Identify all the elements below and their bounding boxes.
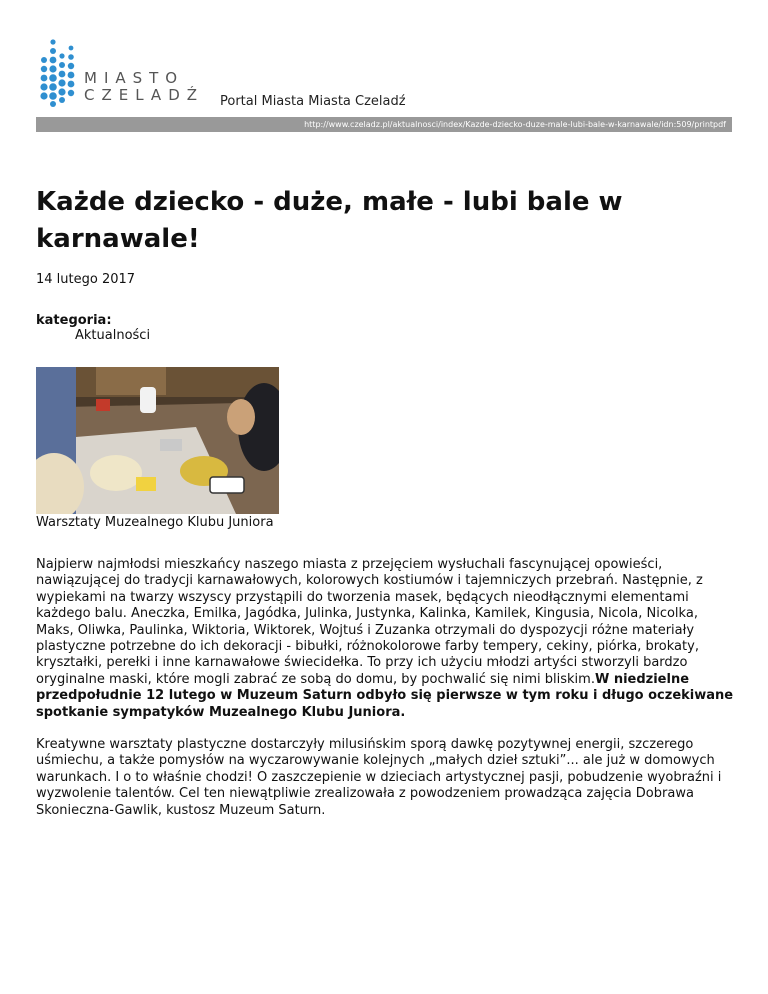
logo-line-2: CZELADŹ bbox=[84, 86, 205, 104]
logo-dots-icon bbox=[40, 39, 74, 107]
article-title: Każde dziecko - duże, małe - lubi bale w karnawale! bbox=[36, 187, 623, 254]
url-bar bbox=[36, 117, 732, 132]
paragraph-1-bold: W niedzielne przedpołudnie 12 lutego w Muzeum Saturn odbyło się pierwsze w tym roku i długo oczekiwane spotkanie sympatyków Muzealnego Klubu Juniora. bbox=[36, 671, 734, 720]
workshop-photo bbox=[36, 367, 279, 514]
category-value[interactable]: Aktualności bbox=[75, 328, 151, 343]
category-label: kategoria: bbox=[36, 313, 112, 328]
article-date: 14 lutego 2017 bbox=[36, 272, 136, 287]
logo-wordmark bbox=[84, 70, 204, 104]
paragraph-1-text: Najpierw najmłodsi mieszkańcy naszego miasta z przejęciem wysłuchali fascynującej opowieści, nawiązującej do tradycji karnawałowych, kolorowych kostiumów i tajemniczych przebrań. Następnie, z wypiekami na twarzy wszyscy przystąpili do tworzenia masek, będących nieodłącznymi elementami każdego balu. Aneczka, Emilka, Jagódka, Julinka, Justynka, Kalinka, Kamilek, Kingusia, Nicola, Nicolka, Maks, Oliwka, Paulinka, Wiktoria, Wiktorek, Wojtuś i Zuzanka otrzymali do dyspozycji różne materiały plastyczne potrzebne do ich dekoracji - bibułki, różnokolorowe farby tempery, cekiny, piórka, brokaty, kryształki, perełki i inne karnawałowe świecidełka. To przy ich użyciu młodzi artyści stworzyli bardzo oryginalne maski, które mogli zabrać ze sobą do domu, by pochwalić się nimi bliskim. bbox=[36, 557, 703, 687]
photo-caption: Warsztaty Muzealnego Klubu Juniora bbox=[36, 515, 274, 530]
portal-name: Portal Miasta Miasta Czeladź bbox=[220, 94, 406, 109]
page-url[interactable]: http://www.czeladz.pl/aktualnosci/index/Kazde-dziecko-duze-male-lubi-bale-w-karnawale/idn:509/printpdf bbox=[304, 120, 726, 129]
article-paragraph-2: Kreatywne warsztaty plastyczne dostarczyły milusińskim sporą dawkę pozytywnej energii, szczerego uśmiechu, a także pomysłów na wyczarowywanie kolejnych „małych dzieł sztuki”... ale już w domowych warunkach. I o to właśnie chodzi! O zaszczepienie w dzieciach artystycznej pasji, pobudzenie wyobraźni i wyzwolenie talentów. Cel ten niewątpliwie zrealizowała z powodzeniem prowadząca zajęcia Dobrawa Skonieczna-Gawlik, kustosz Muzeum Saturn. bbox=[36, 737, 722, 818]
logo-line-1: MIASTO bbox=[84, 69, 185, 87]
article-paragraph-1 bbox=[36, 557, 736, 721]
